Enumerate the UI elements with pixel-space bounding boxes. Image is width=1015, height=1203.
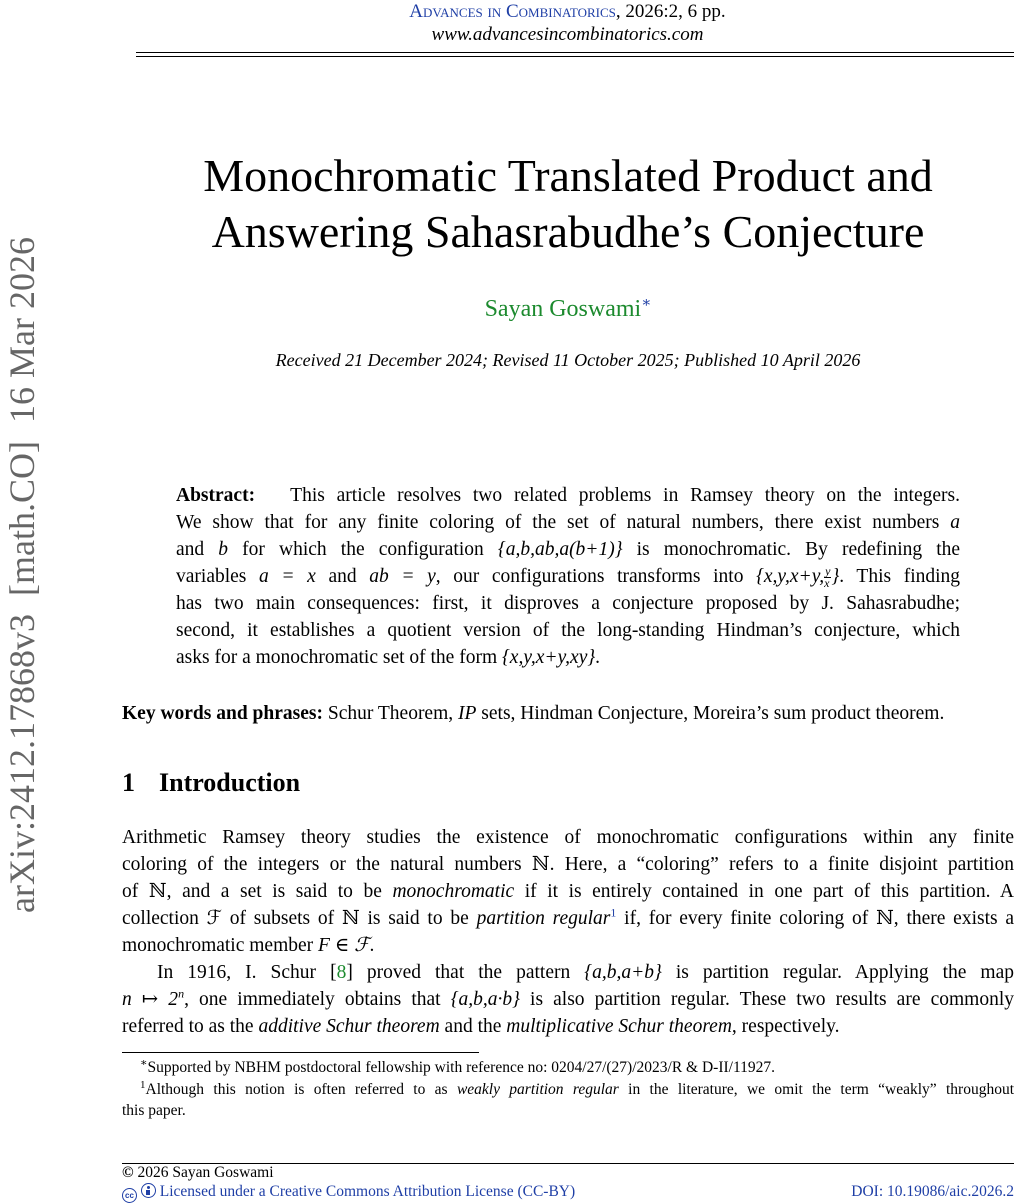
abstract-text: asks for a monochromatic set of the form — [176, 647, 498, 668]
abstract-line-3 — [176, 536, 960, 563]
citation-link[interactable]: 8 — [336, 962, 347, 983]
footnote-2-continued: this paper. — [122, 1102, 186, 1119]
abstract-text: second, it establishes a quotient version of the long-standing Hindman’s conjecture, which — [176, 620, 960, 641]
abstract-line-2 — [176, 509, 960, 536]
abstract-text: has two main consequences: first, it disproves a conjecture proposed by J. Sahasrabudhe; — [176, 593, 960, 614]
arxiv-identifier[interactable]: arXiv:2412.17868v3 [math.CO] 16 Mar 2026 — [2, 237, 42, 913]
math-config: {a,b,ab,a(b+1)} — [497, 539, 623, 560]
author-footnote-mark[interactable]: ∗ — [641, 295, 652, 311]
footnote-2: $^1$Although this notion is often referred to as weakly partition regular in the literature, we omit the term “weakly” throughout — [140, 1078, 1015, 1098]
keywords-text: Schur Theorem, — [327, 703, 454, 724]
section-heading — [122, 766, 300, 800]
keywords-label: Key words and phrases: — [122, 703, 323, 724]
abstract-line-7 — [176, 644, 960, 671]
body-line: In 1916, I. Schur [8] proved that the pattern {a,b,a+b} is partition regular. Applying the map — [157, 962, 1015, 983]
math-expr: F ∈ ℱ — [318, 935, 370, 956]
abstract-line-5 — [176, 590, 960, 617]
cc-icon: cc — [122, 1188, 137, 1203]
arxiv-sidebar — [2, 190, 42, 960]
author-block — [122, 294, 1014, 324]
paper-title — [122, 148, 1014, 260]
section-title: Introduction — [159, 768, 301, 797]
abstract-label: Abstract: — [176, 485, 256, 506]
section-number: 1 — [122, 768, 135, 797]
header-rule-top — [136, 52, 1014, 53]
math-config: {x,y,x+y,xy} — [502, 647, 596, 668]
keywords-text: IP — [458, 703, 477, 724]
math-config: {a,b,a·b} — [450, 989, 520, 1010]
abstract-line-4 — [176, 563, 960, 590]
author-name[interactable]: Sayan Goswami — [484, 296, 642, 322]
journal-issue: , 2026:2, 6 pp. — [615, 1, 726, 22]
abstract-text: . This finding — [839, 566, 961, 587]
body-line: monochromatic member F ∈ ℱ. — [122, 935, 375, 956]
abstract-text: and — [328, 566, 357, 587]
journal-header — [0, 0, 1015, 24]
abstract-line-6 — [176, 617, 960, 644]
title-line-2: Answering Sahasrabudhe’s Conjecture — [211, 206, 925, 257]
abstract-text: This article resolves two related problems in Ramsey theory on the integers. — [290, 485, 960, 506]
abstract-line-1 — [176, 482, 960, 509]
math-config: {x,y,x+y, $\frac{y}{x}$ } — [756, 564, 840, 591]
abstract-text: , our configurations transforms into — [435, 566, 744, 587]
by-icon — [141, 1183, 156, 1198]
footnote-1: ∗Supported by NBHM postdoctoral fellowship with reference no: 0204/27/(27)/2023/R & D-II/11927. — [140, 1056, 775, 1076]
math-expr: n ↦ 2$^n$ — [122, 986, 185, 1010]
doi-link[interactable]: DOI: 10.19086/aic.2026.2 — [851, 1183, 1014, 1200]
publication-dates: Received 21 December 2024; Revised 11 October 2025; Published 10 April 2026 — [275, 350, 861, 370]
body-line: Arithmetic Ramsey theory studies the existence of monochromatic configurations within any finite — [122, 827, 1014, 848]
abstract-text: for which the configuration — [242, 539, 484, 560]
math-fraction: $\frac{y}{x}$ — [824, 564, 831, 591]
license-link[interactable]: Licensed under a Creative Commons Attribution License (CC-BY) — [159, 1183, 576, 1200]
footer-copyright — [122, 1163, 274, 1183]
emphasis: monochromatic — [392, 881, 515, 902]
math-expr: a = x — [259, 566, 316, 587]
footnote-rule — [122, 1052, 479, 1053]
emphasis: multiplicative Schur theorem — [506, 1016, 732, 1037]
body-line: referred to as the additive Schur theorem and the multiplicative Schur theorem, respectively. — [122, 1016, 840, 1037]
abstract-text: variables — [176, 566, 247, 587]
title-line-1: Monochromatic Translated Product and — [203, 150, 933, 201]
math-var: a — [950, 512, 960, 533]
math-expr: ab = y — [369, 566, 436, 587]
copyright-text: 2026 Sayan Goswami — [137, 1164, 274, 1181]
keywords — [122, 700, 1014, 727]
math-config: {a,b,a+b} — [584, 962, 662, 983]
abstract-text: . — [595, 647, 601, 668]
header-rule-bottom — [136, 56, 1014, 57]
body-line: n ↦ 2$^n$, one immediately obtains that {a,b,a·b} is also partition regular. These two results are commonly — [122, 986, 1014, 1010]
math-var: b — [218, 539, 229, 560]
journal-url[interactable]: www.advancesincombinatorics.com — [431, 24, 704, 45]
abstract-text: is monochromatic. By redefining the — [636, 539, 961, 560]
body-line: of ℕ, and a set is said to be monochromatic if it is entirely contained in one part of this partition. A — [122, 881, 1015, 902]
abstract-text: and — [176, 539, 205, 560]
copyright-icon: © — [122, 1164, 134, 1181]
abstract-text: We show that for any finite coloring of the set of natural numbers, there exist numbers — [176, 512, 940, 533]
footnote-1-link[interactable]: 1 — [610, 905, 617, 920]
emphasis: additive Schur theorem — [258, 1016, 440, 1037]
journal-name-link[interactable]: Advances in Combinatorics — [409, 1, 616, 22]
emphasis: partition regular$^1$ — [476, 905, 617, 929]
body-line: collection ℱ of subsets of ℕ is said to be partition regular$^1$ if, for every finite coloring of ℕ, there exists a — [122, 905, 1015, 929]
footer-doi — [851, 1182, 1014, 1202]
body-line: coloring of the integers or the natural numbers ℕ. Here, a “coloring” refers to a finite disjoint partition — [122, 854, 1014, 875]
keywords-text: sets, Hindman Conjecture, Moreira’s sum product theorem. — [481, 703, 945, 724]
